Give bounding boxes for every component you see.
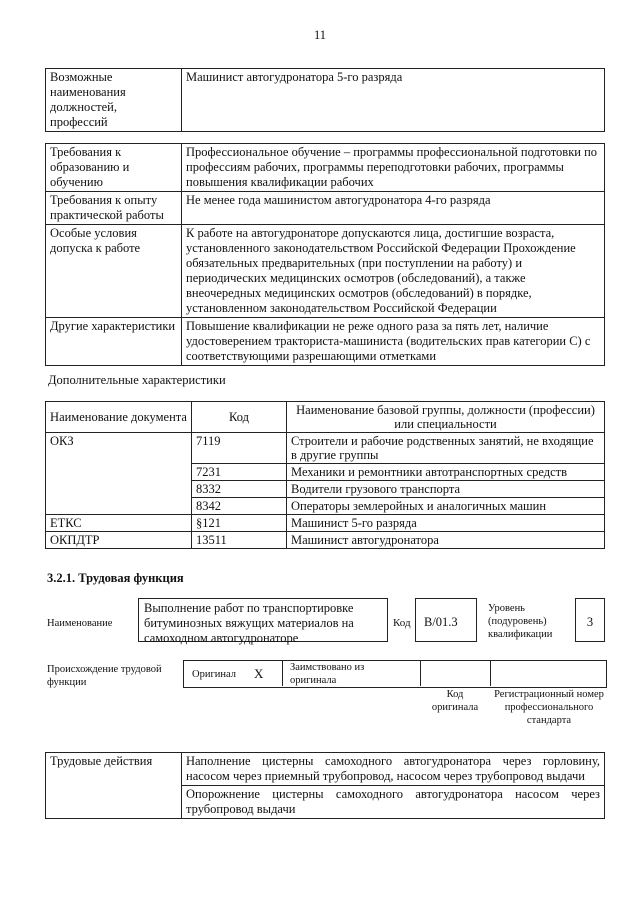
additional-title: Дополнительные характеристики [48,373,226,387]
origin-divider [420,660,421,686]
name-cell: Строители и рабочие родственных занятий, не входящие в другие группы [287,433,605,464]
table-row [46,144,605,192]
header-code: Код [192,402,287,433]
code-cell: 8342 [192,498,287,515]
reg-number-label: Регистрационный номер профессионального стандарта [494,689,604,726]
origin-divider [490,660,491,686]
section-title: 3.2.1. Трудовая функция [47,571,184,585]
borrowed-label: Заимствовано из оригинала [290,662,365,686]
doc-cell: ОКПДТР [46,532,192,549]
doc-cell: ОКЗ [46,433,192,515]
name-cell: Водители грузового транспорта [287,481,605,498]
doc-cell: ЕТКС [46,515,192,532]
code-cell: 8332 [192,481,287,498]
header-document: Наименование документа [46,402,192,433]
positions-label: Возможные наименования должностей, профессий [46,69,182,132]
page-number: 11 [313,28,327,42]
table-row [46,192,605,225]
name-cell: Механики и ремонтники автотранспортных средств [287,464,605,481]
level-label: Уровень (подуровень) квалификации [488,603,553,640]
table-row [46,318,605,366]
function-name-value: Выполнение работ по транспортировке битуминозных вяжущих материалов на самоходном автогудронаторе [138,598,388,642]
positions-value: Машинист автогудронатора 5-го разряда [182,69,605,132]
name-cell: Машинист автогудронатора [287,532,605,549]
req-conditions-label: Особые условия допуска к работе [46,225,182,318]
origin-label: Происхождение трудовой функции [47,664,162,688]
name-cell: Операторы землеройных и аналогичных машин [287,498,605,515]
actions-label: Трудовые действия [46,753,182,819]
code-cell: 13511 [192,532,287,549]
origin-divider [282,660,283,686]
req-other-value: Повышение квалификации не реже одного раза за пять лет, наличие удостоверением тракториста-машиниста (водительских прав категории C) с соответствующими разрешающими отметками [182,318,605,366]
req-experience-label: Требования к опыту практической работы [46,192,182,225]
req-education-label: Требования к образованию и обучению [46,144,182,192]
req-experience-value: Не менее года машинистом автогудронатора 4-го разряда [182,192,605,225]
original-label: Оригинал [192,669,236,680]
positions-table [45,68,605,132]
code-cell: 7231 [192,464,287,481]
code-original-label: Код оригинала [431,689,479,713]
table-row [46,69,605,132]
code-cell: §121 [192,515,287,532]
req-other-label: Другие характеристики [46,318,182,366]
table-row [46,753,605,786]
requirements-table [45,143,605,366]
level-value: 3 [575,598,605,642]
function-name-label: Наименование [47,618,113,629]
code-value: B/01.3 [415,598,477,642]
table-row [46,225,605,318]
name-cell: Машинист 5-го разряда [287,515,605,532]
table-row [46,532,605,549]
code-label: Код [393,617,411,629]
req-education-value: Профессиональное обучение – программы профессиональной подготовки по профессиям рабочих, программы переподготовки рабочих, программы повышения квалификации рабочих [182,144,605,192]
table-header-row [46,402,605,433]
table-row [46,515,605,532]
table-row [46,433,605,464]
original-mark: X [254,666,264,681]
additional-table [45,401,605,549]
code-cell: 7119 [192,433,287,464]
actions-table [45,752,605,819]
action-item: Наполнение цистерны самоходного автогудронатора через горловину, насосом через приемный трубопровод, насосом через трубопровод выдачи [182,753,605,786]
req-conditions-value: К работе на автогудронаторе допускаются лица, достигшие возраста, установленного законодательством Российской Федерации Прохождение обязательных предварительных (при поступлении на работу) и периодических медицинских осмотров (обследований), а также внеочередных медицинских осмотров (обследований) в порядке, установленном законодательством Российской Федерации [182,225,605,318]
header-name: Наименование базовой группы, должности (профессии) или специальности [287,402,605,433]
action-item: Опорожнение цистерны самоходного автогудронатора насосом через трубопровод выдачи [182,786,605,819]
